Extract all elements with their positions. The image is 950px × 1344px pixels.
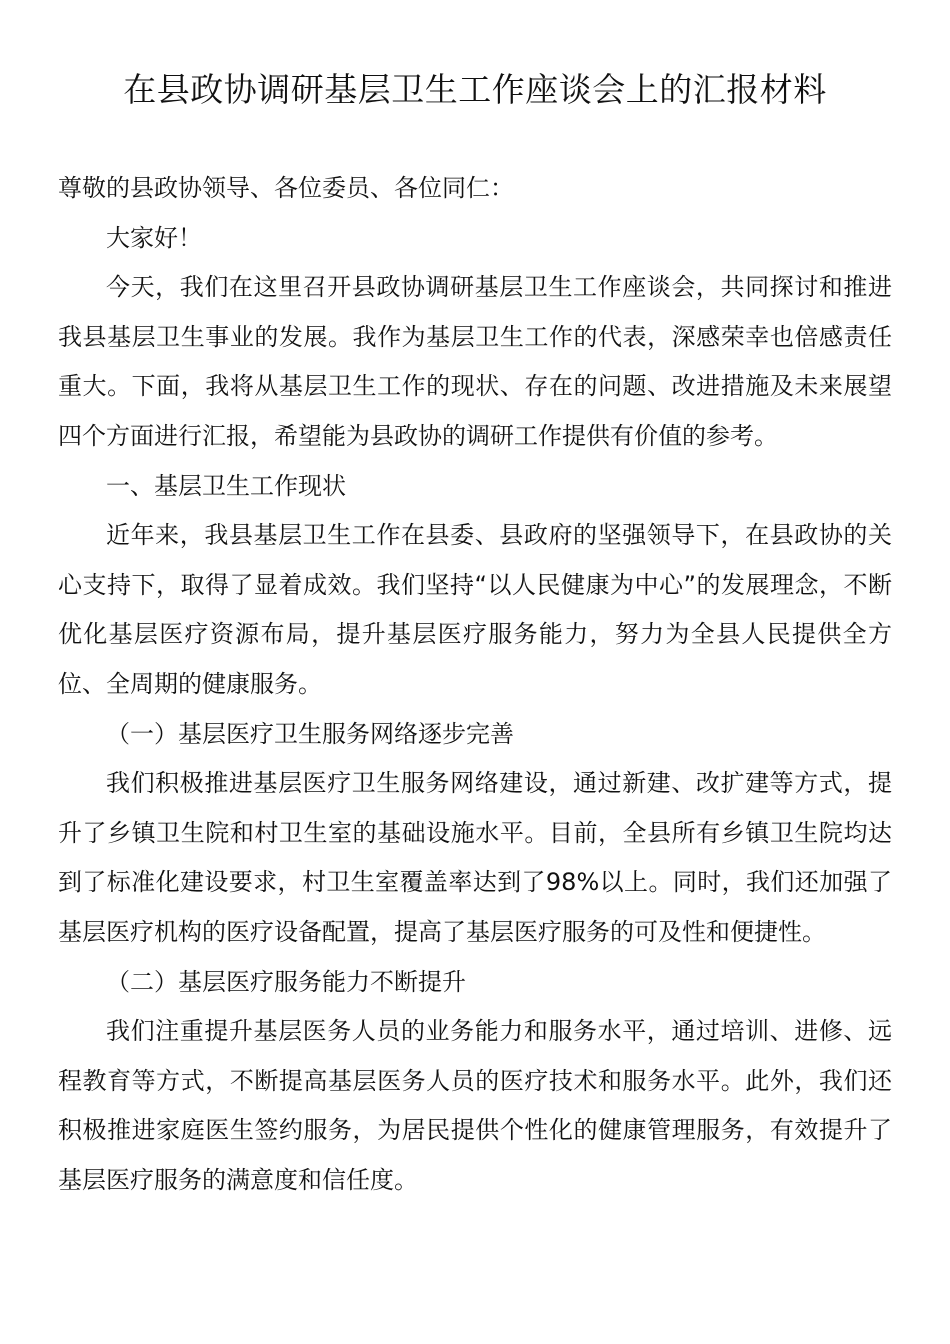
subsection-1-heading: （一）基层医疗卫生服务网络逐步完善 [106, 719, 514, 748]
subsection-1-paragraph: 我们积极推进基层医疗卫生服务网络建设，通过新建、改扩建等方式，提升了乡镇卫生院和村卫生室的基础设施水平。目前，全县所有乡镇卫生院均达到了标准化建设要求，村卫生室覆盖率达到了98%以上。同时，我们还加强了基层医疗机构的医疗设备配置，提高了基层医疗服务的可及性和便捷性。 [58, 769, 892, 946]
greeting: 大家好！ [106, 223, 202, 252]
section-1-heading: 一、基层卫生工作现状 [106, 471, 346, 500]
section-1-paragraph: 近年来，我县基层卫生工作在县委、县政府的坚强领导下，在县政协的关心支持下，取得了显着成效。我们坚持“以人民健康为中心”的发展理念，不断优化基层医疗资源布局，提升基层医疗服务能力，努力为全县人民提供全方位、全周期的健康服务。 [58, 521, 892, 698]
document-title: 在县政协调研基层卫生工作座谈会上的汇报材料 [123, 70, 827, 109]
salutation: 尊敬的县政协领导、各位委员、各位同仁： [58, 174, 514, 202]
subsection-2-paragraph: 我们注重提升基层医务人员的业务能力和服务水平，通过培训、进修、远程教育等方式，不断提高基层医务人员的医疗技术和服务水平。此外，我们还积极推进家庭医生签约服务，为居民提供个性化的健康管理服务，有效提升了基层医疗服务的满意度和信任度。 [58, 1017, 892, 1194]
subsection-2-heading: （二）基层医疗服务能力不断提升 [106, 967, 466, 996]
intro-paragraph: 今天，我们在这里召开县政协调研基层卫生工作座谈会，共同探讨和推进我县基层卫生事业的发展。我作为基层卫生工作的代表，深感荣幸也倍感责任重大。下面，我将从基层卫生工作的现状、存在的问题、改进措施及未来展望四个方面进行汇报，希望能为县政协的调研工作提供有价值的参考。 [58, 273, 892, 450]
document-body [58, 164, 892, 1205]
